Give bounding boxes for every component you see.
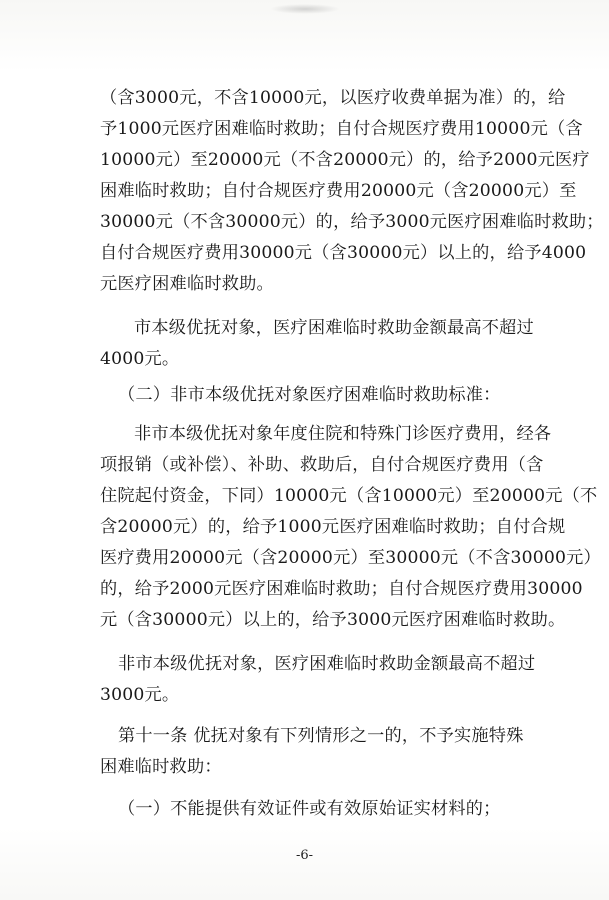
- paragraph-first-line: 非市本级优抚对象年度住院和特殊门诊医疗费用，经各: [134, 424, 552, 444]
- text-line: 4000元。: [100, 349, 180, 369]
- text-line: 含20000元）的，给予1000元医疗困难临时救助；自付合规: [100, 517, 566, 537]
- text-line: 30000元（不含30000元）的，给予3000元医疗困难临时救助；: [100, 212, 604, 232]
- paragraph-first-line: 市本级优抚对象，医疗困难临时救助金额最高不超过: [134, 318, 534, 338]
- text-line: 困难临时救助；自付合规医疗费用20000元（含20000元）至: [100, 181, 577, 201]
- text-line: （含3000元，不含10000元，以医疗收费单据为准）的，给: [100, 88, 566, 108]
- text-line: 自付合规医疗费用30000元（含30000元）以上的，给予4000: [100, 243, 587, 263]
- text-line: 困难临时救助：: [100, 757, 222, 777]
- text-line: 的，给予2000元医疗困难临时救助；自付合规医疗费用30000: [100, 579, 583, 599]
- text-line: 元（含30000元）以上的，给予3000元医疗困难临时救助。: [100, 610, 566, 630]
- article-heading: 第十一条 优抚对象有下列情形之一的，不予实施特殊: [118, 726, 524, 746]
- text-line: 住院起付资金，下同）10000元（含10000元）至20000元（不: [100, 486, 598, 506]
- text-line: 元医疗困难临时救助。: [100, 274, 274, 294]
- text-line: 项报销（或补偿）、补助、救助后，自付合规医疗费用（含: [100, 455, 544, 475]
- scan-artifact: [270, 4, 340, 14]
- text-line: 3000元。: [100, 685, 180, 705]
- text-line: 予1000元医疗困难临时救助；自付合规医疗费用10000元（含: [100, 119, 583, 139]
- page-number: -6-: [295, 848, 314, 863]
- section-heading: （二）非市本级优抚对象医疗困难临时救助标准：: [118, 385, 501, 405]
- text-line: 10000元）至20000元（不含20000元）的，给予2000元医疗: [100, 150, 590, 170]
- list-item: （一）不能提供有效证件或有效原始证实材料的；: [118, 799, 501, 819]
- text-line: 医疗费用20000元（含20000元）至30000元（不含30000元）: [100, 548, 601, 568]
- paragraph-first-line: 非市本级优抚对象，医疗困难临时救助金额最高不超过: [118, 654, 536, 674]
